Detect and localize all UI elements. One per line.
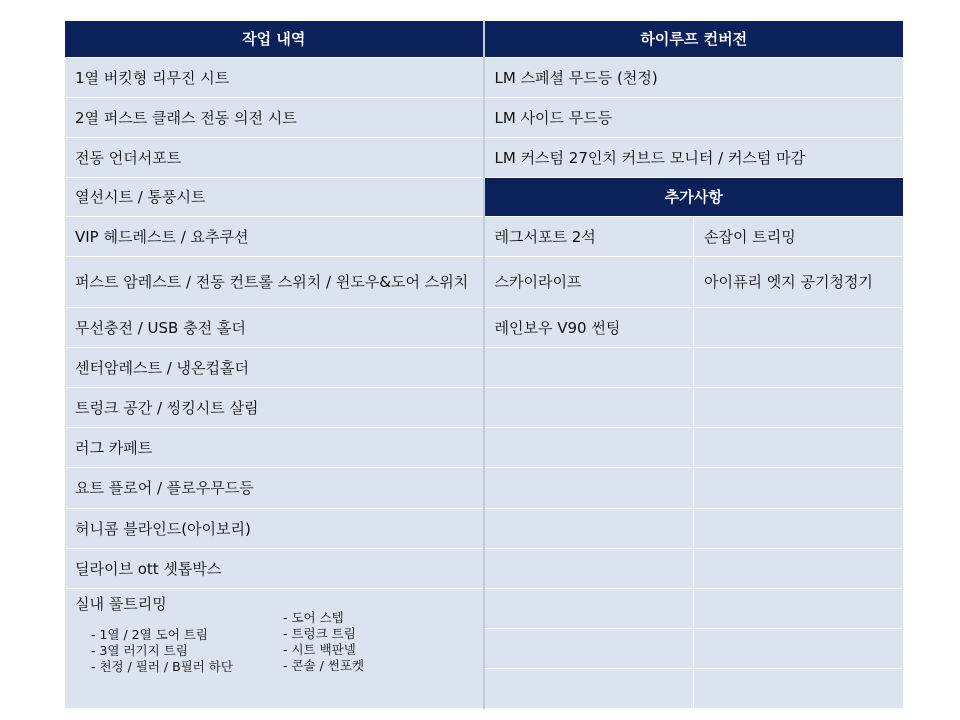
work-item: 퍼스트 암레스트 / 전동 컨트롤 스위치 / 윈도우&도어 스위치	[65, 257, 484, 308]
empty-cell	[484, 669, 694, 709]
work-item: 러그 카페트	[65, 428, 484, 468]
hi-roof-item: LM 스페셜 무드등 (천정)	[484, 58, 904, 98]
work-item: 전동 언더서포트	[65, 138, 484, 178]
empty-cell	[484, 348, 694, 388]
additional-item: 레인보우 V90 썬팅	[484, 308, 694, 348]
trim-right-bullets	[283, 610, 364, 674]
empty-cell	[694, 549, 904, 589]
trim-bullet: - 트렁크 트림	[283, 626, 356, 641]
trim-bullet: - 콘솔 / 썬포켓	[283, 658, 365, 673]
work-item: 열선시트 / 통풍시트	[65, 178, 484, 217]
empty-cell	[694, 669, 904, 709]
empty-cell	[484, 468, 694, 509]
header-work-history: 작업 내역	[65, 21, 484, 58]
work-table	[64, 20, 904, 709]
work-item: 센터암레스트 / 냉온컵홀더	[65, 348, 484, 388]
trim-bullet: - 1열 / 2열 도어 트림	[91, 627, 208, 642]
empty-cell	[694, 348, 904, 388]
empty-cell	[694, 629, 904, 669]
empty-cell	[694, 428, 904, 468]
work-item: 허니콤 블라인드(아이보리)	[65, 509, 484, 549]
header-hi-roof: 하이루프 컨버전	[484, 21, 904, 58]
additional-item: 손잡이 트리밍	[694, 217, 904, 257]
trim-bullet: - 천정 / 필러 / B필러 하단	[91, 659, 233, 674]
additional-item	[694, 308, 904, 348]
hi-roof-item: LM 사이드 무드등	[484, 98, 904, 138]
empty-cell	[694, 468, 904, 509]
header-additional: 추가사항	[484, 178, 904, 217]
empty-cell	[694, 589, 904, 629]
additional-item: 스카이라이프	[484, 257, 694, 308]
work-item: 딜라이브 ott 셋톱박스	[65, 549, 484, 589]
additional-item: 아이퓨리 엣지 공기청정기	[694, 257, 904, 308]
work-item: 요트 플로어 / 플로우무드등	[65, 468, 484, 509]
empty-cell	[484, 428, 694, 468]
empty-cell	[484, 388, 694, 428]
trim-bullet: - 3열 러기지 트림	[91, 643, 188, 658]
interior-trim-cell	[65, 589, 484, 709]
work-item: VIP 헤드레스트 / 요추쿠션	[65, 217, 484, 257]
work-item: 트렁크 공간 / 씽킹시트 살림	[65, 388, 484, 428]
trim-bullet: - 도어 스텝	[283, 610, 344, 625]
empty-cell	[484, 629, 694, 669]
work-item: 1열 버킷형 리무진 시트	[65, 58, 484, 98]
hi-roof-item: LM 커스텀 27인치 커브드 모니터 / 커스텀 마감	[484, 138, 904, 178]
empty-cell	[484, 549, 694, 589]
trim-bullet: - 시트 백판넬	[283, 642, 356, 657]
work-item: 무선충전 / USB 충전 홀더	[65, 308, 484, 348]
empty-cell	[484, 509, 694, 549]
trim-left-bullets	[91, 627, 233, 675]
empty-cell	[484, 589, 694, 629]
additional-item: 레그서포트 2석	[484, 217, 694, 257]
interior-trim-title: 실내 풀트리밍	[75, 595, 167, 613]
empty-cell	[694, 388, 904, 428]
work-item: 2열 퍼스트 클래스 전동 의전 시트	[65, 98, 484, 138]
empty-cell	[694, 509, 904, 549]
